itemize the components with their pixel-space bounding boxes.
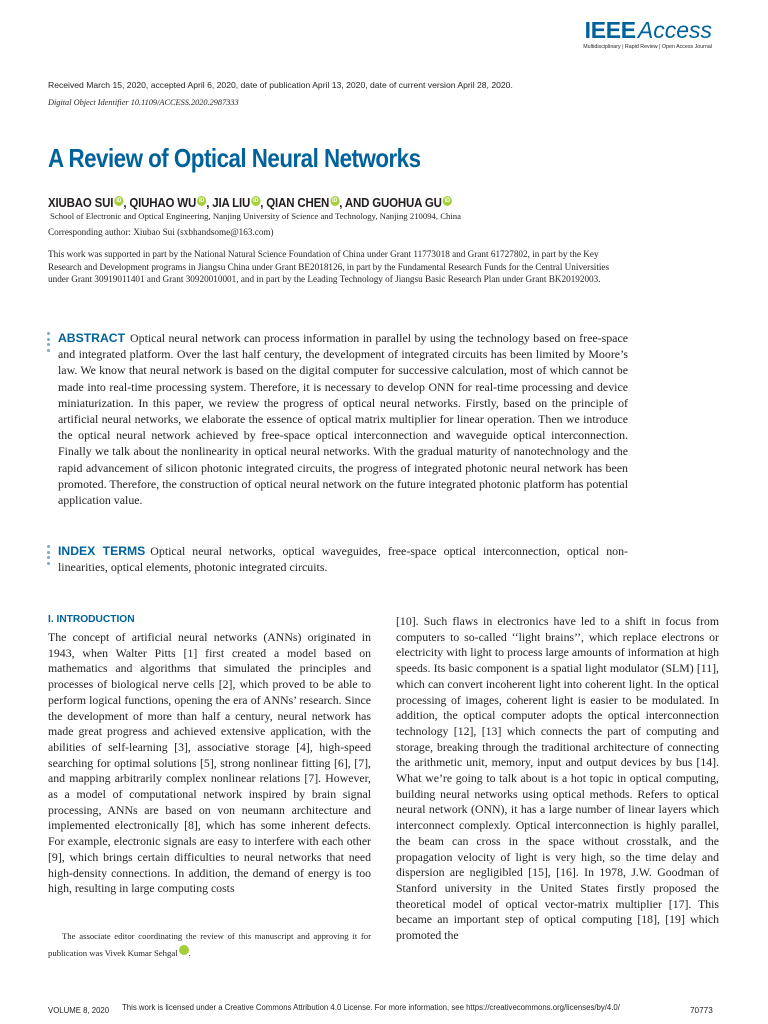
footer-volume: VOLUME 8, 2020 — [48, 1006, 110, 1015]
index-terms-text: Optical neural networks, optical waveguides, free-space optical interconnection, optical non-linearities, optical elements, photonic integrated circuits. — [58, 544, 629, 575]
author-name: , QIAN CHEN — [260, 196, 330, 210]
orcid-icon[interactable]: iD — [179, 945, 189, 955]
received-dates: Received March 15, 2020, accepted April 6, 2020, date of publication April 13, 2020, date of current version April 28, 2020. — [48, 80, 513, 90]
journal-logo — [583, 18, 712, 50]
abstract-marker-icon — [47, 332, 51, 354]
author-list — [48, 196, 452, 210]
section-heading: I. INTRODUCTION — [48, 614, 135, 625]
funding-statement: This work was supported in part by the National Natural Science Foundation of China under Grant 11773018 and Grant 61727802, in part by the Key Research and Development programs in Jiangsu China under Grant BE2018126, in part by the Fundamental Research Funds for the Central Universities under Grant 30919011401 and Grant 30920010001, and in part by the Leading Technology of Jiangsu Basic Research Plan under Grant BK20192003. — [48, 249, 610, 285]
footer-license: This work is licensed under a Creative Commons Attribution 4.0 License. For more information, see https://creativecommons.org/licenses/by/4.0/ — [122, 1003, 620, 1012]
author-name: , QIUHAO WU — [123, 196, 197, 210]
orcid-icon[interactable]: iD — [330, 196, 339, 206]
author-name: , AND GUOHUA GU — [339, 196, 442, 210]
orcid-icon[interactable]: iD — [197, 196, 206, 206]
editor-footnote — [48, 928, 371, 962]
footer-page-number: 70773 — [690, 1006, 713, 1015]
index-terms — [58, 543, 628, 575]
doi-label: Digital Object Identifier — [48, 98, 129, 107]
body-column-right: [10]. Such flaws in electronics have led to a shift in focus from computers to so-called ‘‘light brains’’, which replace electrons or electricity with light to process large amounts of information at high speeds. Its basic component is a spatial light modulator (SLM) [11], which can convert incoherent light into coherent light. In the optical processing of images, coherent light is easier to be modulated. In addition, the optical computer adopts the optical interconnection technology [12], [13] which connects the part of computing and storage, breaking through the traditional architecture of connecting the arithmetic unit, memory, input and output devices by bus [14]. What we’re going to talk about is a hot topic in optical computing, building neural networks using optical methods. Refers to optical neural network (ONN), it has a large number of linear layers which interconnect complexly. Optical interconnection is highly parallel, the beam can cross in the space without crosstalk, and the propagation velocity of light is very high, so the time delay and dispersion are negligibled [15], [16]. In 1978, J.W. Goodman of Stanford university in the United States firstly proposed the theoretical model of optical vector-matrix multiplier [17]. This became an important step of optical computing [18], [19] which promoted the — [396, 614, 719, 943]
orcid-icon[interactable]: iD — [114, 196, 123, 206]
body-column-left: The concept of artificial neural networks (ANNs) originated in 1943, when Walter Pitts [1] first created a model based on mathematics and algorithms that simulated the principles and processes of biological nerve cells [2], which proved to be able to perform logical functions, opening the era of ANNs’ research. Since the development of more than half a century, neural network has made great progress and achieved extensive application, with the abilities of self-learning [3], associative storage [4], high-speed searching for optimal solutions [5], strong nonlinear fitting [6], [7], and mapping arbitrarily complex nonlinear relations [7]. However, as a model of computational network inspired by brain signal processing, ANNs are based on von neumann architecture and implemented electronically [8], which has some inherent defects. For example, electronic signals are easy to interfere with each other [9], which brings certain difficulties to neural networks that need high-density connections. In addition, the demand of energy is too high, resulting in large computing costs — [48, 630, 371, 896]
journal-brand: IEEE — [584, 17, 636, 43]
doi-line — [48, 98, 239, 107]
journal-name: Access — [637, 17, 712, 43]
author-name: XIUBAO SUI — [48, 196, 114, 210]
index-terms-label: INDEX TERMS — [58, 544, 146, 558]
journal-tagline: Multidisciplinary | Rapid Review | Open Access Journal — [583, 44, 712, 50]
index-terms-marker-icon — [47, 545, 51, 567]
abstract-label: ABSTRACT — [58, 331, 126, 345]
corresponding-author: Corresponding author: Xiubao Sui (sxbhandsome@163.com) — [48, 227, 274, 237]
orcid-icon[interactable]: iD — [443, 196, 452, 206]
paper-title: A Review of Optical Neural Networks — [48, 143, 421, 173]
footnote-end: . — [188, 948, 191, 958]
abstract — [58, 330, 628, 508]
orcid-icon[interactable]: iD — [251, 196, 260, 206]
footnote-text: The associate editor coordinating the review of this manuscript and approving it for publication was Vivek Kumar Sehgal — [48, 931, 371, 958]
abstract-text: Optical neural network can process information in parallel by using the technology based on free-space and integrated platform. Over the last half century, the development of integrated circuits has been limited by Moore’s law. We know that neural network is based on the digital computer for successive calculation, most of which cannot be made into real-time processing system. Therefore, it is necessary to develop ONN for real-time processing and device miniaturization. In this paper, we review the progress of optical neural networks. Firstly, based on the principle of artificial neural networks, we elaborate the essence of optical matrix multiplier for linear operation. Then we introduce the optical neural network achieved by free-space optical interconnection and waveguide optical interconnection. Finally we talk about the nonlinearity in optical neural networks. With the gradual maturity of nanotechnology and the rapid advancement of silicon photonic integrated circuits, the progress of integrated photonic neural network has been promoted. Therefore, the construction of optical neural network on the future integrated photonic platform has potential application value. — [58, 331, 628, 508]
doi-link[interactable]: 10.1109/ACCESS.2020.2987333 — [130, 98, 239, 107]
affiliation: School of Electronic and Optical Engineering, Nanjing University of Science and Technology, Nanjing 210094, China — [50, 211, 461, 221]
author-name: , JIA LIU — [206, 196, 251, 210]
